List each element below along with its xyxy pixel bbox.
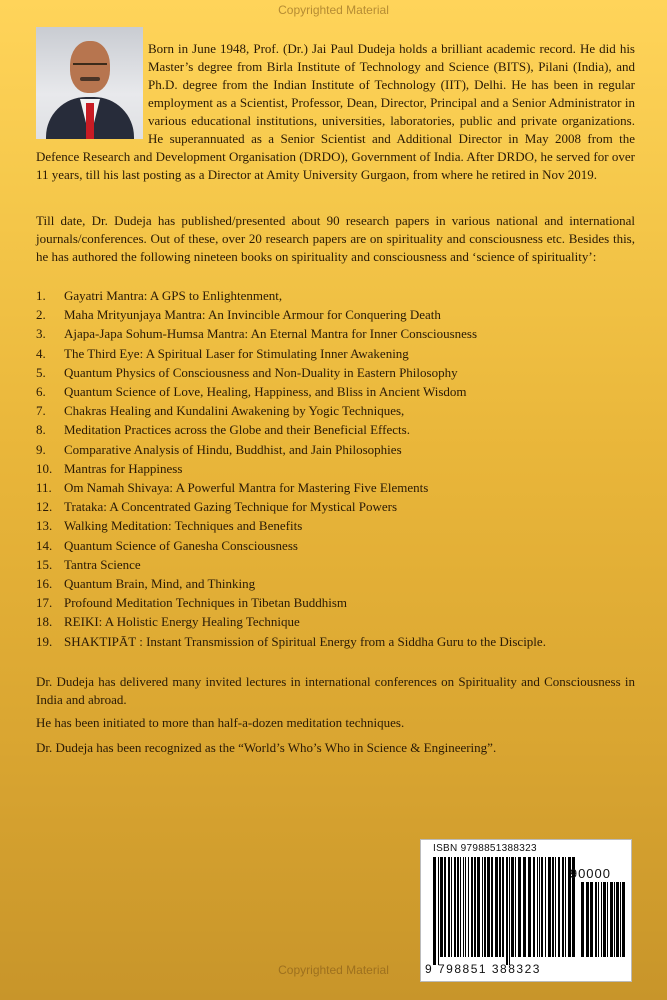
barcode-bar (477, 857, 480, 957)
barcode-bar (511, 857, 514, 957)
book-number: 17. (36, 595, 53, 611)
barcode-bar (518, 857, 521, 957)
barcode-bar (499, 857, 501, 957)
book-title: REIKI: A Holistic Energy Healing Technique (64, 614, 300, 630)
barcode-bar (451, 857, 452, 957)
barcode-bar (454, 857, 456, 957)
initiation-paragraph: He has been initiated to more than half-a-dozen meditation techniques. (36, 715, 405, 730)
book-title: Gayatri Mantra: A GPS to Enlightenment, (64, 288, 283, 303)
barcode-bar (595, 882, 597, 957)
barcode-bar (482, 857, 483, 957)
book-number: 8. (36, 422, 46, 438)
book-title: Tantra Science (64, 556, 141, 572)
watermark-bottom: Copyrighted Material (278, 963, 389, 977)
barcode-bar (468, 857, 469, 957)
book-number: 18. (36, 614, 53, 630)
book-title: Quantum Science of Ganesha Consciousness (64, 537, 298, 553)
barcode-bar (457, 857, 459, 957)
book-item (36, 459, 635, 478)
book-title: Trataka: A Concentrated Gazing Technique for Mystical Powers (64, 499, 398, 515)
book-number: 1. (36, 288, 46, 303)
book-item (36, 286, 635, 305)
barcode-bar (614, 882, 615, 957)
book-title: Walking Meditation: Techniques and Benefits (64, 518, 303, 534)
bio-text: Born in June 1948, Prof. (Dr.) Jai Paul Dudeja holds a brilliant academic record. He did his Master’s degree from Birla Institute of Technology and Science (BITS), Pilani (India), and Ph.D. degree from the Indian Institute of Technology (IIT), Delhi. He has been in regular employment as a Scientist, Professor, Dean, Director, Principal and a Senior Administrator in various educational institutions, universities, laboratories, public and private organizations. He superannuated as a Senior Scientist and Additional Director in May 2008 from the Defence Research and Development Organisation (DRDO), Government of India. After DRDO, he served for over 11 years, till his last posting as a Director at Amity University Gurgaon, from where he retired in Nov 2019. (36, 41, 635, 182)
barcode-bar (581, 882, 584, 957)
barcode-bar (603, 882, 606, 957)
book-item (36, 344, 635, 363)
barcode-bar (444, 857, 446, 957)
barcode-bar (541, 857, 543, 957)
barcode-bar (528, 857, 531, 957)
book-item (36, 305, 635, 324)
barcode-bar (539, 857, 540, 957)
barcode-bar (448, 857, 450, 957)
barcode-bar (598, 882, 599, 957)
book-number: 2. (36, 307, 46, 323)
book-title: Comparative Analysis of Hindu, Buddhist, and Jain Philosophies (64, 441, 402, 457)
book-item (36, 440, 635, 459)
books-list (36, 286, 635, 651)
isbn-label: ISBN 9798851388323 (433, 843, 537, 854)
book-item (36, 401, 635, 420)
book-item (36, 363, 635, 382)
book-number: 5. (36, 364, 46, 380)
book-number: 4. (36, 345, 46, 361)
barcode-bar (491, 857, 493, 957)
barcode-bar (610, 882, 613, 957)
photo-wrap-spacer (36, 40, 148, 148)
addon-bars (581, 882, 625, 965)
barcode-bar (555, 857, 556, 957)
barcode-bar (558, 857, 560, 957)
barcode-bar (495, 857, 498, 957)
barcode-bar (506, 857, 508, 965)
barcode-bar (509, 857, 510, 965)
book-number: 13. (36, 518, 53, 534)
barcode-bar (438, 857, 439, 965)
book-title: Quantum Physics of Consciousness and Non-Duality in Eastern Philosophy (64, 364, 458, 380)
barcode-bar (523, 857, 526, 957)
book-item (36, 382, 635, 401)
book-item (36, 632, 635, 651)
book-item (36, 612, 635, 631)
book-item (36, 478, 635, 497)
lectures-paragraph: Dr. Dudeja has delivered many invited lectures in international conferences on Spirituality and Consciousness in India and abroad. (36, 674, 635, 707)
book-title: SHAKTIPĀT : Instant Transmission of Spiritual Energy from a Siddha Guru to the Disciple. (64, 633, 546, 649)
barcode-bar (515, 857, 516, 957)
book-item (36, 420, 635, 439)
ean13-bars (433, 857, 575, 965)
book-title: Chakras Healing and Kundalini Awakening by Yogic Techniques, (64, 403, 405, 419)
barcode-bar (590, 882, 593, 957)
barcode-bar (487, 857, 490, 957)
barcode-bar (440, 857, 443, 957)
book-item (36, 574, 635, 593)
barcode-bar (533, 857, 535, 957)
book-item (36, 536, 635, 555)
book-item (36, 593, 635, 612)
barcode-bar (622, 882, 625, 957)
book-number: 11. (36, 480, 52, 496)
book-title: Mantras for Happiness (64, 460, 183, 476)
barcode-bar (537, 857, 538, 957)
book-item (36, 516, 635, 535)
book-number: 14. (36, 537, 53, 553)
book-title: Profound Meditation Techniques in Tibetan Buddhism (64, 595, 348, 611)
barcode-bar (565, 857, 566, 957)
book-title: Meditation Practices across the Globe and their Beneficial Effects. (64, 422, 410, 438)
book-item (36, 555, 635, 574)
barcode-digits: 9 798851 388323 (425, 962, 541, 976)
book-title: Ajapa-Japa Sohum-Humsa Mantra: An Eternal Mantra for Inner Consciousness (64, 326, 478, 342)
book-title: The Third Eye: A Spiritual Laser for Stimulating Inner Awakening (64, 345, 409, 361)
book-title: Quantum Brain, Mind, and Thinking (64, 576, 256, 592)
barcode-bar (601, 882, 602, 957)
book-item (36, 324, 635, 343)
book-number: 15. (36, 556, 53, 572)
barcode-bar (433, 857, 436, 965)
barcode-bar (607, 882, 608, 957)
barcode-bar (463, 857, 464, 957)
watermark-top: Copyrighted Material (278, 3, 389, 17)
book-number: 3. (36, 326, 46, 342)
barcode-bar (465, 857, 466, 957)
book-title: Quantum Science of Love, Healing, Happiness, and Bliss in Ancient Wisdom (64, 384, 467, 400)
bio-paragraph (36, 40, 635, 184)
recognition-paragraph: Dr. Dudeja has been recognized as the “World’s Who’s Who in Science & Engineering”. (36, 740, 497, 755)
book-item (36, 497, 635, 516)
book-number: 19. (36, 633, 53, 649)
barcode-bar (620, 882, 621, 957)
barcode-bar (616, 882, 619, 957)
barcode-bar (552, 857, 554, 957)
book-title: Om Namah Shivaya: A Powerful Mantra for Mastering Five Elements (64, 480, 429, 496)
barcode-bar (460, 857, 461, 957)
barcode-bar (474, 857, 476, 957)
barcode-bar (548, 857, 551, 957)
barcode-bar (586, 882, 589, 957)
book-number: 10. (36, 460, 53, 476)
price-code: 90000 (569, 866, 611, 881)
barcode-bar (471, 857, 473, 957)
book-number: 7. (36, 403, 46, 419)
isbn-barcode (420, 839, 632, 982)
barcode-bar (484, 857, 486, 957)
book-title: Maha Mrityunjaya Mantra: An Invincible Armour for Conquering Death (64, 307, 441, 323)
book-number: 6. (36, 384, 46, 400)
barcode-bar (502, 857, 504, 957)
barcode-bar (562, 857, 564, 957)
book-number: 16. (36, 576, 53, 592)
book-number: 9. (36, 441, 46, 457)
book-number: 12. (36, 499, 53, 515)
barcode-bar (545, 857, 546, 957)
publications-paragraph: Till date, Dr. Dudeja has published/presented about 90 research papers in various national and international journals/conferences. Out of these, over 20 research papers are on spirituality and consciousness etc. Besides this, he has authored the following nineteen books on spirituality and consciousness and ‘science of spirituality’: (36, 213, 635, 264)
